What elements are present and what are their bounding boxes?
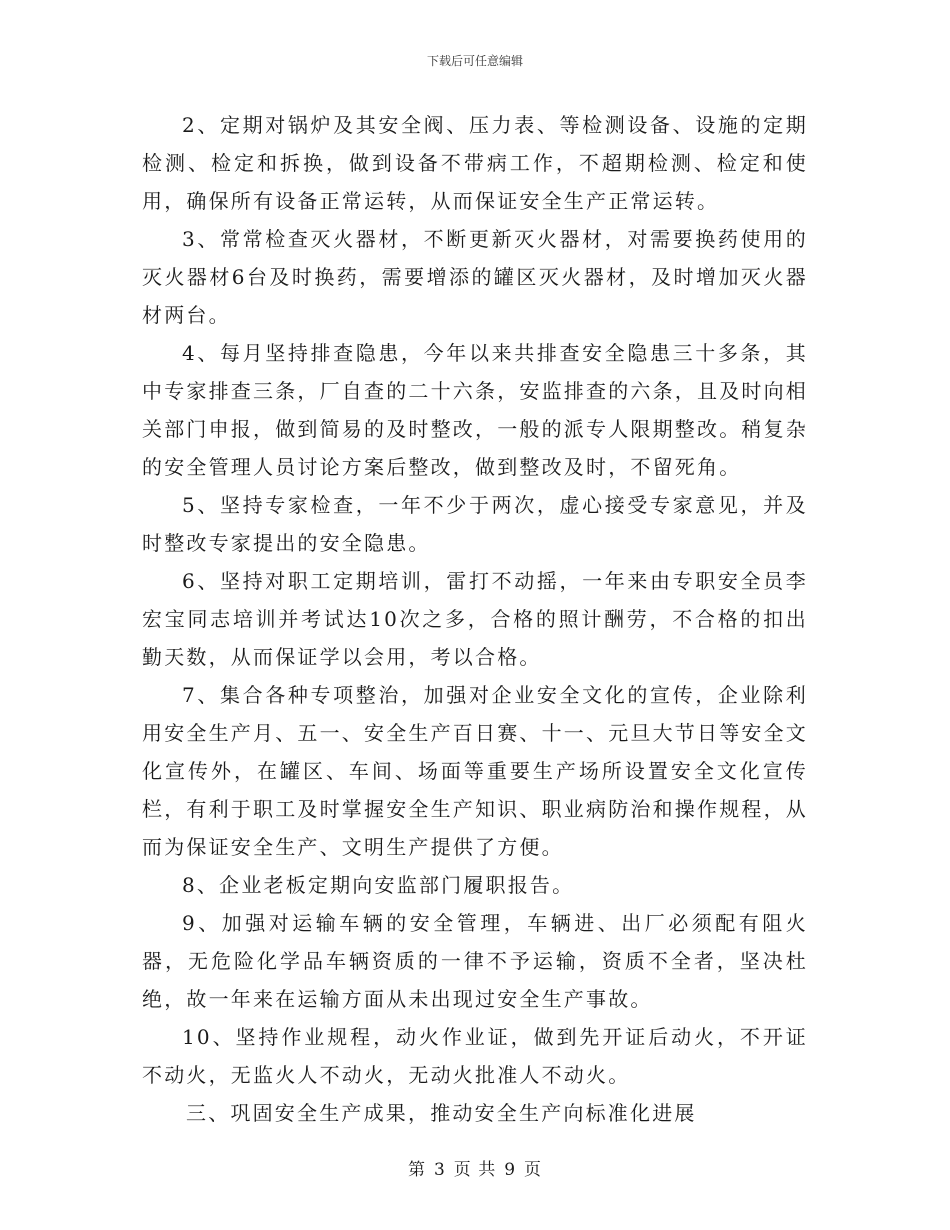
total-page-number: 9	[504, 1160, 517, 1180]
paragraph-item-6: 6、坚持对职工定期培训，雷打不动摇，一年来由专职安全员李宏宝同志培训并考试达10次之多，合格的照计酬劳，不合格的扣出勤天数，从而保证学以会用，考以合格。	[142, 569, 808, 669]
page-number-footer	[0, 1155, 950, 1180]
paragraph-item-8: 8、企业老板定期向安监部门履职报告。	[182, 873, 575, 897]
section-heading: 三、巩固安全生产成果，推动安全生产向标准化进展	[186, 1101, 697, 1125]
paragraph-item-5: 5、坚持专家检查，一年不少于两次，虚心接受专家意见，并及时整改专家提出的安全隐患。	[142, 493, 808, 555]
current-page-number: 3	[433, 1160, 446, 1180]
footer-prefix: 第	[407, 1160, 426, 1180]
footer-suffix: 页	[524, 1160, 543, 1180]
paragraph-item-4: 4、每月坚持排查隐患，今年以来共排查安全隐患三十多条，其中专家排查三条，厂自查的二十六条，安监排查的六条，且及时向相关部门申报，做到简易的及时整改，一般的派专人限期整改。稍复杂的安全管理人员讨论方案后整改，做到整改及时，不留死角。	[142, 341, 808, 479]
paragraph-item-2: 2、定期对锅炉及其安全阀、压力表、等检测设备、设施的定期检测、检定和拆换，做到设备不带病工作，不超期检测、检定和使用，确保所有设备正常运转，从而保证安全生产正常运转。	[142, 113, 808, 213]
paragraph-item-3: 3、常常检查灭火器材，不断更新灭火器材，对需要换药使用的灭火器材6台及时换药，需要增添的罐区灭火器材，及时增加灭火器材两台。	[142, 227, 808, 327]
paragraph-item-9: 9、加强对运输车辆的安全管理，车辆进、出厂必须配有阻火器，无危险化学品车辆资质的一律不予运输，资质不全者，坚决杜绝，故一年来在运输方面从未出现过安全生产事故。	[142, 911, 808, 1011]
paragraph-item-10: 10、坚持作业规程，动火作业证，做到先开证后动火，不开证不动火，无监火人不动火，无动火批准人不动火。	[142, 1025, 808, 1087]
document-body	[142, 106, 808, 1132]
footer-middle: 页 共	[453, 1160, 497, 1180]
paragraph-item-7: 7、集合各种专项整治，加强对企业安全文化的宣传，企业除利用安全生产月、五一、安全生产百日赛、十一、元旦大节日等安全文化宣传外，在罐区、车间、场面等重要生产场所设置安全文化宣传栏，有利于职工及时掌握安全生产知识、职业病防治和操作规程，从而为保证安全生产、文明生产提供了方便。	[142, 683, 808, 859]
header-note: 下载后可任意编辑	[426, 54, 523, 68]
